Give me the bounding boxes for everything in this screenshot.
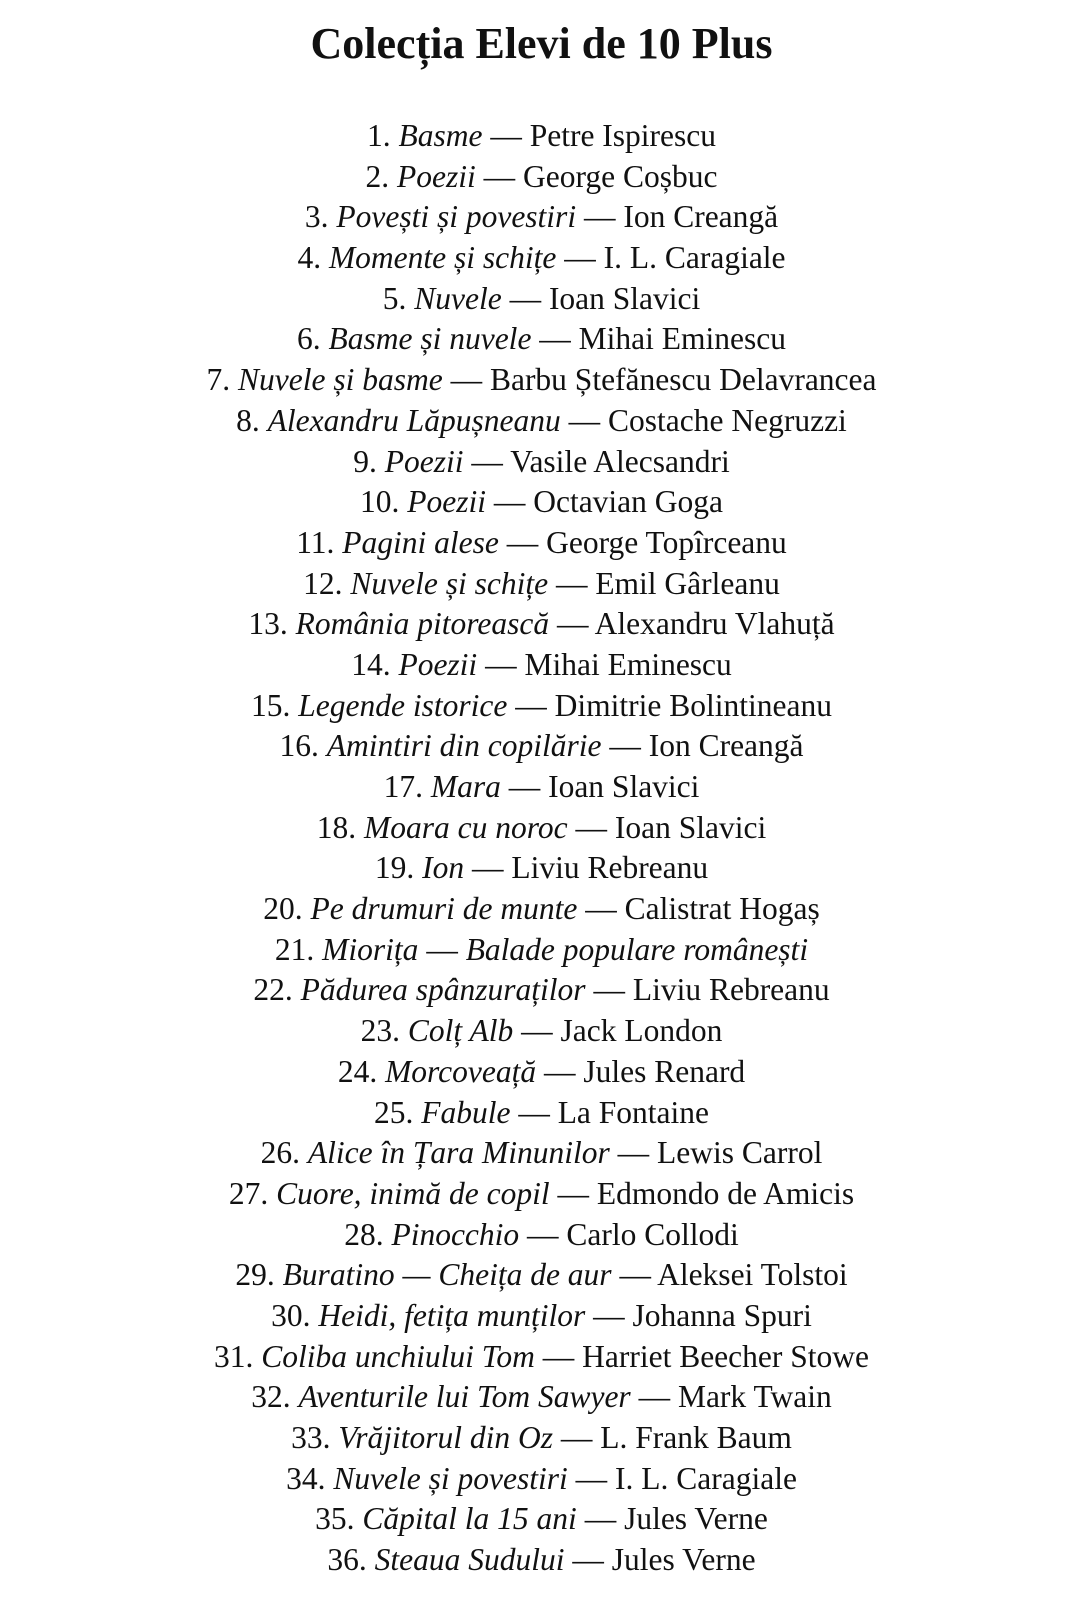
list-item: [0, 1093, 1083, 1134]
list-item: [0, 645, 1083, 686]
list-item: [0, 1296, 1083, 1337]
item-author: Jack London: [560, 1013, 723, 1049]
item-separator: —: [539, 321, 571, 357]
item-number: 33.: [291, 1420, 331, 1455]
item-separator: —: [617, 1135, 650, 1171]
item-separator: —: [471, 850, 504, 886]
item-title: Povești și povestiri: [336, 199, 577, 235]
item-title: Pădurea spânzuraților: [300, 972, 586, 1008]
item-number: 21.: [274, 931, 315, 967]
item-separator: —: [515, 687, 547, 723]
list-item: [0, 1337, 1083, 1378]
item-number: 12.: [303, 565, 343, 601]
list-item: [0, 1052, 1083, 1093]
list-item: [0, 238, 1083, 279]
item-author: Petre Ispirescu: [529, 118, 717, 153]
list-item: [0, 157, 1083, 198]
item-author: Mark Twain: [677, 1379, 832, 1415]
item-author: Johanna Spuri: [632, 1297, 812, 1333]
item-separator: —: [568, 402, 601, 438]
item-separator: —: [485, 646, 517, 682]
item-title: Basme: [398, 118, 483, 153]
list-item: [0, 1215, 1083, 1256]
item-separator: —: [585, 891, 617, 927]
list-item: [0, 889, 1083, 930]
item-author: Barbu Ștefănescu Delavrancea: [489, 362, 877, 398]
item-separator: —: [508, 769, 541, 804]
item-title: Moara cu noroc: [364, 809, 568, 845]
item-separator: —: [450, 362, 483, 398]
list-item: [0, 970, 1083, 1011]
list-item: [0, 482, 1083, 523]
item-title: Aventurile lui Tom Sawyer: [298, 1379, 631, 1415]
list-item: [0, 1011, 1083, 1052]
item-title: Nuvele și povestiri: [333, 1460, 568, 1496]
item-separator: —: [556, 606, 589, 642]
item-number: 31.: [213, 1338, 254, 1374]
list-item: [0, 930, 1083, 971]
item-author: Ioan Slavici: [548, 280, 701, 316]
item-separator: —: [518, 1094, 550, 1130]
item-separator: —: [560, 1420, 593, 1455]
item-author: Edmondo de Amicis: [596, 1175, 855, 1211]
item-number: 32.: [251, 1379, 291, 1415]
item-separator: —: [555, 565, 588, 601]
item-separator: —: [593, 1297, 625, 1333]
item-author: L. Frank Baum: [600, 1420, 792, 1455]
item-title: Nuvele și basme: [237, 362, 443, 398]
item-number: 19.: [374, 850, 415, 886]
item-number: 4.: [297, 240, 322, 276]
item-number: 13.: [248, 606, 288, 642]
item-author: I. L. Caragiale: [603, 240, 786, 276]
list-item: [0, 523, 1083, 564]
item-title: Fabule: [421, 1094, 511, 1130]
item-number: 14.: [351, 646, 391, 682]
item-author: Jules Verne: [624, 1501, 768, 1537]
item-author: Balade populare românești: [465, 931, 809, 967]
list-item: [0, 726, 1083, 767]
item-number: 18.: [316, 809, 357, 845]
item-number: 25.: [373, 1094, 414, 1130]
item-title: Poezii: [407, 484, 486, 520]
item-author: Liviu Rebreanu: [511, 850, 709, 886]
item-title: Alexandru Lăpușneanu: [267, 402, 561, 438]
item-title: Morcoveață: [385, 1053, 537, 1089]
item-number: 29.: [235, 1257, 275, 1293]
item-separator: —: [609, 728, 641, 764]
item-author: Ion Creangă: [623, 199, 779, 235]
list-item: [0, 686, 1083, 727]
item-separator: —: [506, 524, 539, 560]
item-title: Coliba unchiului Tom: [261, 1338, 535, 1374]
item-separator: —: [638, 1379, 671, 1415]
list-item: [0, 1377, 1083, 1418]
item-separator: —: [572, 1542, 604, 1578]
item-title: Nuvele: [414, 280, 502, 316]
item-title: Pe drumuri de munte: [310, 891, 578, 927]
item-title: Poezii: [384, 443, 464, 479]
item-author: Liviu Rebreanu: [632, 972, 830, 1008]
item-author: Ion Creangă: [648, 728, 804, 764]
book-list: [0, 116, 1083, 1581]
list-item: [0, 848, 1083, 889]
item-title: Miorița: [322, 931, 419, 967]
item-author: Carlo Collodi: [566, 1216, 739, 1252]
item-author: Vasile Alecsandri: [510, 443, 730, 479]
item-number: 5.: [382, 280, 407, 316]
item-title: Ion: [422, 850, 465, 886]
item-number: 9.: [353, 443, 377, 479]
item-title: Vrăjitorul din Oz: [338, 1420, 554, 1455]
item-number: 35.: [315, 1501, 355, 1537]
page-title: Colecția Elevi de 10 Plus: [310, 19, 773, 68]
item-title: Nuvele și schițe: [350, 565, 549, 601]
item-separator: —: [527, 1216, 559, 1252]
list-item: [0, 604, 1083, 645]
list-item: [0, 1418, 1083, 1459]
item-number: 20.: [263, 891, 303, 927]
item-title: Cuore, inimă de copil: [276, 1175, 550, 1211]
item-separator: —: [493, 484, 526, 520]
item-number: 27.: [228, 1175, 269, 1211]
item-author: Lewis Carrol: [657, 1135, 823, 1171]
item-number: 15.: [251, 687, 291, 723]
item-title: Amintiri din copilărie: [326, 728, 602, 764]
item-author: Jules Renard: [583, 1053, 746, 1089]
list-item: [0, 319, 1083, 360]
list-item: [0, 1499, 1083, 1540]
item-number: 2.: [365, 158, 390, 194]
item-number: 1.: [366, 118, 391, 153]
list-item: [0, 808, 1083, 849]
item-title: Pinocchio: [391, 1216, 520, 1252]
item-number: 28.: [344, 1216, 384, 1252]
item-title: Colț Alb: [407, 1013, 514, 1049]
item-number: 7.: [206, 362, 231, 398]
item-number: 36.: [327, 1542, 367, 1578]
item-title: Alice în Țara Minunilor: [307, 1135, 610, 1171]
item-number: 30.: [271, 1297, 311, 1333]
item-author: Mihai Eminescu: [578, 321, 787, 357]
item-title: România pitorească: [295, 606, 550, 642]
list-item: [0, 116, 1083, 157]
item-separator: —: [483, 158, 516, 194]
item-title: Căpital la 15 ani: [362, 1501, 577, 1537]
item-number: 10.: [359, 484, 400, 520]
item-author: Octavian Goga: [533, 484, 724, 520]
item-author: Ioan Slavici: [614, 809, 767, 845]
list-item: [0, 197, 1083, 238]
item-author: Emil Gârleanu: [595, 565, 780, 601]
list-item: [0, 1255, 1083, 1296]
item-author: George Topîrceanu: [546, 524, 787, 560]
item-title: Steaua Sudului: [374, 1542, 565, 1578]
item-separator: —: [564, 240, 596, 276]
item-author: La Fontaine: [557, 1094, 710, 1130]
item-number: 24.: [337, 1053, 378, 1089]
item-title: Poezii: [396, 158, 476, 194]
list-item: [0, 1459, 1083, 1500]
item-separator: —: [543, 1053, 576, 1089]
item-author: Dimitrie Bolintineanu: [554, 687, 832, 723]
item-title: Basme și nuvele: [328, 321, 532, 357]
item-title: Legende istorice: [298, 687, 508, 723]
item-separator: —: [521, 1013, 553, 1049]
item-separator: —: [542, 1338, 575, 1374]
item-separator: —: [584, 1501, 617, 1537]
item-separator: —: [575, 809, 607, 845]
item-number: 17.: [383, 769, 423, 804]
item-separator: —: [471, 443, 503, 479]
item-author: Jules Verne: [611, 1542, 756, 1578]
item-separator: —: [509, 280, 542, 316]
item-author: I. L. Caragiale: [615, 1460, 797, 1496]
item-author: Calistrat Hogaș: [624, 891, 820, 927]
item-number: 22.: [253, 972, 293, 1008]
list-item: [0, 564, 1083, 605]
item-number: 6.: [296, 321, 321, 357]
list-item: [0, 1174, 1083, 1215]
list-item: [0, 1133, 1083, 1174]
item-number: 23.: [360, 1013, 401, 1049]
item-title: Poezii: [398, 646, 478, 682]
item-separator: —: [426, 931, 458, 967]
item-number: 34.: [286, 1460, 326, 1496]
item-separator: —: [557, 1175, 590, 1211]
item-author: George Coșbuc: [522, 158, 718, 194]
item-number: 8.: [236, 402, 260, 438]
item-number: 26.: [260, 1135, 301, 1171]
item-separator: —: [490, 118, 522, 153]
list-item: [0, 360, 1083, 401]
item-title: Buratino — Cheița de aur: [282, 1257, 612, 1293]
item-author: Ioan Slavici: [548, 769, 700, 804]
item-title: Pagini alese: [342, 524, 499, 560]
list-item: [0, 442, 1083, 483]
item-author: Harriet Beecher Stowe: [582, 1338, 869, 1374]
item-title: Mara: [430, 769, 501, 804]
item-separator: —: [593, 972, 625, 1008]
item-author: Alexandru Vlahuță: [594, 606, 835, 642]
item-separator: —: [575, 1460, 608, 1496]
list-item: [0, 401, 1083, 442]
item-separator: —: [619, 1257, 651, 1293]
item-number: 3.: [304, 199, 329, 235]
item-title: Momente și schițe: [328, 240, 557, 276]
list-item: [0, 767, 1083, 808]
item-author: Mihai Eminescu: [524, 646, 732, 682]
list-item: [0, 1540, 1083, 1581]
item-title: Heidi, fetița munților: [318, 1297, 586, 1333]
item-number: 16.: [279, 728, 319, 764]
item-number: 11.: [296, 524, 335, 560]
item-author: Costache Negruzzi: [608, 402, 847, 438]
item-separator: —: [583, 199, 616, 235]
item-author: Aleksei Tolstoi: [657, 1257, 848, 1293]
list-item: [0, 279, 1083, 320]
